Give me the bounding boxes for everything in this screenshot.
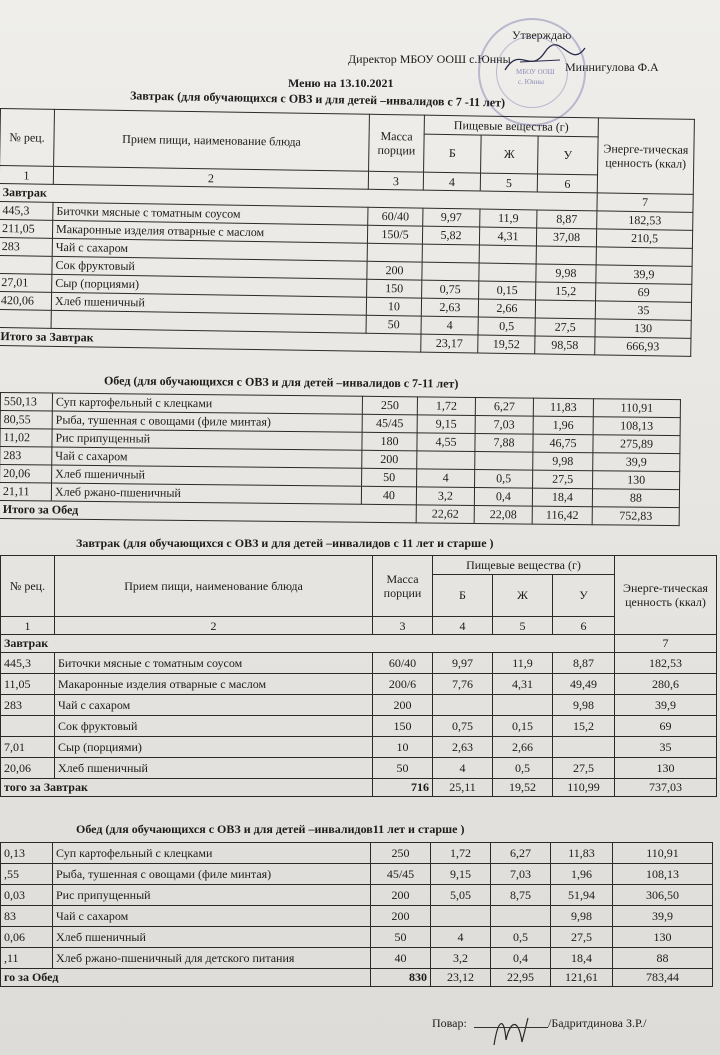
energy-cell: 306,50: [613, 885, 713, 906]
portion-mass-cell: 10: [366, 297, 421, 316]
table-lunch-7-11: [0, 392, 681, 526]
rec-no-cell: 283: [0, 447, 52, 466]
energy-cell: [596, 247, 692, 267]
section-label: Завтрак: [1, 635, 615, 653]
dish-name-cell: Хлеб пшеничный: [53, 927, 371, 948]
energy-cell: 275,89: [593, 435, 680, 454]
fat-cell: [493, 695, 553, 716]
carbs-cell: [535, 300, 595, 319]
total-b: 22,62: [416, 505, 474, 524]
total-b: 23,17: [421, 334, 478, 353]
portion-mass-cell: 200: [371, 885, 431, 906]
dish-name-cell: Чай с сахаром: [53, 906, 371, 927]
portion-mass-cell: 50: [373, 758, 433, 779]
fat-cell: 2,66: [493, 737, 553, 758]
carbs-cell: 11,83: [533, 398, 593, 417]
rows-section3: [1, 653, 717, 779]
total-mass: 716: [373, 779, 433, 797]
energy-cell: 39,9: [596, 265, 692, 285]
header-dish: Прием пищи, наименование блюда: [54, 109, 370, 171]
energy-cell: 35: [615, 737, 717, 758]
portion-mass-cell: 50: [366, 315, 421, 334]
director-signature: [500, 40, 590, 80]
protein-cell: 2,63: [433, 737, 493, 758]
header-no: № рец.: [0, 109, 54, 167]
rec-no-cell: 11,05: [1, 674, 55, 695]
header-dish: Прием пищи, наименование блюда: [55, 556, 373, 617]
energy-cell: 110,91: [613, 843, 713, 864]
header-zh: Ж: [493, 574, 553, 616]
table-row: [1, 906, 713, 927]
total-label: Итого за Обед: [0, 500, 416, 522]
dish-name-cell: Хлеб ржано-пшеничный: [51, 483, 361, 504]
protein-cell: 4: [431, 927, 491, 948]
carbs-cell: 51,94: [551, 885, 613, 906]
total-zh: 22,95: [491, 969, 551, 987]
section-label: Завтрак: [0, 183, 597, 210]
fat-cell: [491, 906, 551, 927]
protein-cell: 4,55: [417, 433, 475, 452]
fat-cell: 11,9: [480, 209, 537, 228]
rec-no-cell: 283: [0, 237, 52, 256]
header-nutrients: Пищевые вещества (г): [424, 115, 598, 136]
carbs-cell: 1,96: [533, 416, 593, 435]
fat-cell: 0,4: [474, 487, 532, 506]
fat-cell: 2,66: [478, 299, 535, 318]
protein-cell: 1,72: [431, 843, 491, 864]
portion-mass-cell: 10: [373, 737, 433, 758]
cook-name: /Бадритдинова З.Р./: [548, 1016, 647, 1030]
carbs-cell: [536, 246, 596, 265]
portion-mass-cell: 150/5: [367, 225, 422, 244]
dish-name-cell: Биточки мясные с томатным соусом: [53, 202, 368, 225]
table-row: [1, 674, 717, 695]
portion-mass-cell: 200: [367, 261, 422, 280]
header-num-4: 4: [433, 617, 493, 635]
header-num-2: 2: [55, 617, 373, 635]
rec-no-cell: 21,11: [0, 483, 52, 502]
header-num-1: 1: [0, 166, 54, 185]
stamp-line2: с. Юнны: [518, 78, 544, 86]
table-row: [1, 758, 717, 779]
energy-cell: 88: [613, 948, 713, 969]
dish-name-cell: Сыр (порциями): [55, 737, 373, 758]
director-name: Миннигулова Ф.А: [565, 60, 659, 74]
carbs-cell: 15,2: [553, 716, 615, 737]
table-row: [1, 927, 713, 948]
carbs-cell: 9,98: [536, 264, 596, 283]
dish-name-cell: Чай с сахаром: [52, 238, 367, 261]
carbs-cell: 9,98: [533, 452, 593, 471]
rec-no-cell: [0, 309, 51, 328]
carbs-cell: 37,08: [536, 228, 596, 247]
dish-name-cell: Суп картофельный с клецками: [52, 393, 362, 414]
total-b: 23,12: [431, 969, 491, 987]
dish-name-cell: Сыр (порциями): [52, 274, 367, 297]
portion-mass-cell: 200: [362, 450, 417, 469]
stamp-line1: МБОУ ООШ: [516, 68, 555, 76]
fat-cell: 0,4: [491, 948, 551, 969]
portion-mass-cell: 150: [373, 716, 433, 737]
fat-cell: 7,88: [475, 433, 533, 452]
total-energy: 666,93: [595, 337, 691, 357]
carbs-cell: [553, 737, 615, 758]
protein-cell: 2,63: [421, 298, 478, 317]
dish-name-cell: Хлеб пшеничный: [51, 292, 366, 315]
fat-cell: [479, 263, 536, 282]
rec-no-cell: 445,3: [1, 653, 55, 674]
dish-name-cell: Хлеб пшеничный: [52, 465, 362, 486]
energy-cell: 39,9: [613, 906, 713, 927]
energy-cell: 110,91: [593, 399, 680, 418]
header-num-7: 7: [615, 635, 717, 653]
energy-cell: 39,9: [593, 453, 680, 472]
dish-name-cell: Сок фруктовый: [52, 256, 367, 279]
fat-cell: 0,5: [478, 317, 535, 336]
section3-title: Завтрак (для обучающихся с ОВЗ и для детей –инвалидов с 11 лет и старше ): [76, 536, 494, 550]
header-b: Б: [424, 134, 482, 173]
portion-mass-cell: 60/40: [368, 207, 423, 226]
table-lunch-11plus: [0, 842, 713, 987]
total-energy: 737,03: [615, 779, 717, 797]
dish-name-cell: Макаронные изделия отварные с маслом: [52, 220, 367, 243]
rec-no-cell: 550,13: [0, 393, 52, 412]
portion-mass-cell: 40: [361, 486, 416, 505]
cook-signature: [484, 1010, 544, 1050]
rec-no-cell: 283: [1, 695, 55, 716]
portion-mass-cell: 250: [371, 843, 431, 864]
total-zh: 19,52: [493, 779, 553, 797]
table-breakfast-11plus: [0, 555, 717, 797]
section2-title: Обед (для обучающихся с ОВЗ и для детей –инвалидов с 7-11 лет): [103, 373, 459, 391]
protein-cell: 4: [421, 316, 478, 335]
carbs-cell: 46,75: [533, 434, 593, 453]
protein-cell: 9,15: [431, 864, 491, 885]
carbs-cell: 49,49: [553, 674, 615, 695]
fat-cell: [475, 451, 533, 470]
header-mass: Масса порции: [373, 556, 433, 617]
menu-title: Меню на 13.10.2021: [288, 76, 394, 90]
portion-mass-cell: 200/6: [373, 674, 433, 695]
dish-name-cell: Рыба, тушенная с овощами (филе минтая): [52, 411, 362, 432]
table-row: [1, 653, 717, 674]
dish-name-cell: Рис припущенный: [53, 885, 371, 906]
protein-cell: 7,76: [433, 674, 493, 695]
header-num-7: 7: [597, 193, 693, 213]
fat-cell: 0,5: [475, 469, 533, 488]
carbs-cell: 9,98: [551, 906, 613, 927]
fat-cell: 6,27: [475, 397, 533, 416]
portion-mass-cell: 50: [362, 468, 417, 487]
carbs-cell: 27,5: [535, 318, 595, 337]
fat-cell: 4,31: [479, 227, 536, 246]
energy-cell: 130: [615, 758, 717, 779]
total-u: 98,58: [535, 336, 595, 355]
header-energy: Энерге-тическая ценность (ккал): [615, 556, 717, 635]
dish-name-cell: Чай с сахаром: [55, 695, 373, 716]
total-label: того за Завтрак: [1, 779, 373, 797]
section4-title: Обед (для обучающихся с ОВЗ и для детей –инвалидов11 лет и старше ): [76, 822, 465, 836]
protein-cell: 3,2: [431, 948, 491, 969]
carbs-cell: 8,87: [537, 210, 597, 229]
dish-name-cell: Рыба, тушенная с овощами (филе минтая): [53, 864, 371, 885]
header-u: У: [553, 574, 615, 616]
dish-name-cell: Хлеб ржано-пшеничный для детского питания: [53, 948, 371, 969]
portion-mass-cell: 45/45: [371, 864, 431, 885]
rec-no-cell: 80,55: [0, 411, 52, 430]
dish-name-cell: Хлеб пшеничный: [55, 758, 373, 779]
rec-no-cell: 7,01: [1, 737, 55, 758]
rec-no-cell: 211,05: [0, 219, 53, 238]
director-line: Директор МБОУ ООШ с.Юнны: [348, 52, 511, 66]
header-num-5: 5: [493, 617, 553, 635]
carbs-cell: 27,5: [551, 927, 613, 948]
protein-cell: [422, 262, 479, 281]
total-label: го за Обед: [1, 969, 371, 987]
total-energy: 752,83: [592, 507, 679, 526]
section1-title: Завтрак (для обучающихся с ОВЗ и для детей –инвалидов с 7 -11 лет): [129, 88, 506, 110]
carbs-cell: 27,5: [533, 470, 593, 489]
protein-cell: 5,05: [431, 885, 491, 906]
energy-cell: 108,13: [593, 417, 680, 436]
protein-cell: [417, 451, 475, 470]
portion-mass-cell: 200: [373, 695, 433, 716]
dish-name-cell: Биточки мясные с томатным соусом: [55, 653, 373, 674]
fat-cell: 7,03: [475, 415, 533, 434]
total-mass: 830: [371, 969, 431, 987]
table-row: [1, 737, 717, 758]
total-b: 25,11: [433, 779, 493, 797]
protein-cell: 0,75: [422, 280, 479, 299]
total-u: 110,99: [553, 779, 615, 797]
dish-name-cell: Макаронные изделия отварные с маслом: [55, 674, 373, 695]
portion-mass-cell: 40: [371, 948, 431, 969]
carbs-cell: 8,87: [553, 653, 615, 674]
portion-mass-cell: 60/40: [373, 653, 433, 674]
header-num-5: 5: [480, 173, 537, 192]
header-num-3: 3: [368, 171, 423, 190]
energy-cell: 35: [595, 301, 691, 321]
header-num-4: 4: [423, 172, 480, 191]
rec-no-cell: 83: [1, 906, 53, 927]
rec-no-cell: 420,06: [0, 291, 52, 310]
rows-section4: [1, 843, 713, 969]
rows-section1: [0, 201, 693, 338]
protein-cell: [433, 695, 493, 716]
dish-name-cell: Чай с сахаром: [52, 447, 362, 468]
fat-cell: 7,03: [491, 864, 551, 885]
energy-cell: 39,9: [615, 695, 717, 716]
energy-cell: 130: [595, 319, 691, 339]
fat-cell: 0,5: [491, 927, 551, 948]
rec-no-cell: 11,02: [0, 429, 52, 448]
header-no: № рец.: [1, 556, 55, 617]
header-num-6: 6: [553, 617, 615, 635]
carbs-cell: 11,83: [551, 843, 613, 864]
portion-mass-cell: 180: [362, 432, 417, 451]
carbs-cell: 27,5: [553, 758, 615, 779]
protein-cell: 1,72: [417, 397, 475, 416]
energy-cell: 182,53: [597, 211, 693, 231]
rec-no-cell: 20,06: [1, 758, 55, 779]
total-energy: 783,44: [613, 969, 713, 987]
cook-signature-line: [474, 1027, 548, 1028]
header-num-6: 6: [537, 174, 597, 193]
header-num-1: 1: [1, 617, 55, 635]
fat-cell: 0,5: [493, 758, 553, 779]
energy-cell: 280,6: [615, 674, 717, 695]
table-row: [1, 885, 713, 906]
protein-cell: [431, 906, 491, 927]
header-num-3: 3: [373, 617, 433, 635]
carbs-cell: 15,2: [536, 282, 596, 301]
rec-no-cell: 0,06: [1, 927, 53, 948]
portion-mass-cell: 250: [362, 396, 417, 415]
header-mass: Масса порции: [369, 114, 425, 172]
total-label: Итого за Завтрак: [0, 327, 421, 352]
rec-no-cell: [1, 716, 55, 737]
rec-no-cell: 0,13: [1, 843, 53, 864]
dish-name-cell: Суп картофельный с клецками: [53, 843, 371, 864]
header-energy: Энерге-тическая ценность (ккал): [597, 118, 694, 194]
fat-cell: 4,31: [493, 674, 553, 695]
header-b: Б: [433, 574, 493, 616]
protein-cell: 9,97: [423, 208, 480, 227]
portion-mass-cell: 45/45: [362, 414, 417, 433]
rec-no-cell: 0,03: [1, 885, 53, 906]
total-u: 116,42: [532, 506, 592, 525]
portion-mass-cell: [367, 243, 422, 262]
table-row: [1, 695, 717, 716]
protein-cell: 3,2: [416, 487, 474, 506]
cook-label: Повар:: [432, 1016, 467, 1030]
carbs-cell: 18,4: [532, 488, 592, 507]
total-zh: 22,08: [474, 505, 532, 524]
protein-cell: 4: [433, 758, 493, 779]
table-row: [1, 948, 713, 969]
table-row: [1, 843, 713, 864]
total-u: 121,61: [551, 969, 613, 987]
table-breakfast-7-11: [0, 108, 695, 357]
header-u: У: [538, 136, 599, 175]
protein-cell: 0,75: [433, 716, 493, 737]
approved-label: Утверждаю: [512, 28, 572, 42]
protein-cell: 5,82: [422, 226, 479, 245]
fat-cell: [479, 245, 536, 264]
energy-cell: 69: [596, 283, 692, 303]
rec-no-cell: [0, 255, 52, 274]
carbs-cell: 9,98: [553, 695, 615, 716]
dish-name-cell: Рис припущенный: [52, 429, 362, 450]
fat-cell: 11,9: [493, 653, 553, 674]
carbs-cell: 1,96: [551, 864, 613, 885]
energy-cell: 88: [592, 489, 679, 508]
energy-cell: 210,5: [596, 229, 692, 249]
protein-cell: 9,15: [417, 415, 475, 434]
portion-mass-cell: 50: [371, 927, 431, 948]
rec-no-cell: 27,01: [0, 273, 52, 292]
fat-cell: 0,15: [479, 281, 536, 300]
fat-cell: 8,75: [491, 885, 551, 906]
protein-cell: 9,97: [433, 653, 493, 674]
rec-no-cell: ,11: [1, 948, 53, 969]
rec-no-cell: ,55: [1, 864, 53, 885]
carbs-cell: 18,4: [551, 948, 613, 969]
energy-cell: 182,53: [615, 653, 717, 674]
rows-section2: [0, 393, 680, 508]
fat-cell: 0,15: [493, 716, 553, 737]
header-zh: Ж: [481, 135, 539, 174]
rec-no-cell: 445,3: [0, 201, 53, 220]
energy-cell: 130: [593, 471, 680, 490]
protein-cell: 4: [417, 469, 475, 488]
dish-name-cell: Сок фруктовый: [55, 716, 373, 737]
table-row: [1, 716, 717, 737]
energy-cell: 108,13: [613, 864, 713, 885]
rec-no-cell: 20,06: [0, 465, 52, 484]
portion-mass-cell: 200: [371, 906, 431, 927]
energy-cell: 69: [615, 716, 717, 737]
table-row: [1, 864, 713, 885]
energy-cell: 130: [613, 927, 713, 948]
portion-mass-cell: 150: [367, 279, 422, 298]
header-num-2: 2: [53, 166, 368, 189]
total-zh: 19,52: [478, 335, 535, 354]
fat-cell: 6,27: [491, 843, 551, 864]
protein-cell: [422, 244, 479, 263]
header-nutrients: Пищевые вещества (г): [433, 556, 615, 575]
